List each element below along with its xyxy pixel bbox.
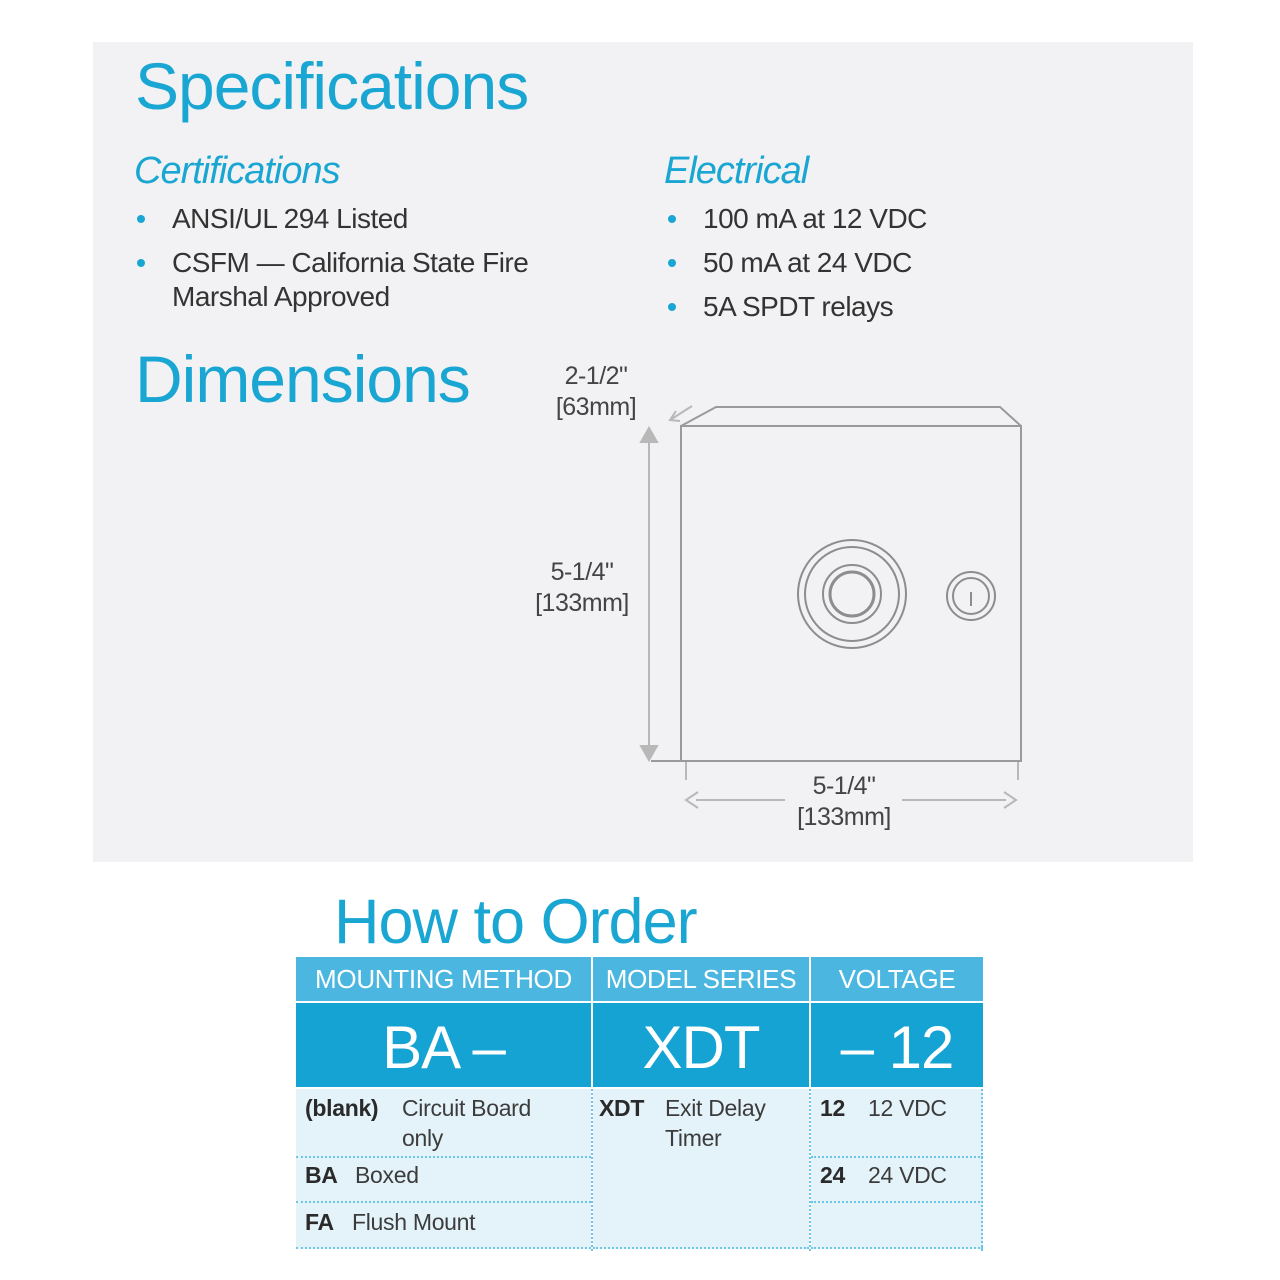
list-item: CSFM — California State Fire Marshal Approved [135,246,555,314]
row-divider [811,1156,983,1158]
voltage-options: 12 12 VDC 24 24 VDC [811,1089,983,1249]
row-divider [811,1201,983,1203]
push-button-icon [798,540,906,648]
device-top-face [681,407,1021,426]
column-divider [981,1089,983,1251]
depth-label: 2-1/2" [63mm] [555,362,637,421]
voltage-header: VOLTAGE [811,957,983,1001]
list-item: ANSI/UL 294 Listed [135,202,555,236]
width-label: 5-1/4" [133mm] [797,772,891,831]
mounting-method-code: BA – [296,1003,591,1087]
mounting-method-options: (blank) Circuit Board only BA Boxed FA Flush Mount [296,1089,591,1249]
list-item: 100 mA at 12 VDC [666,202,1026,236]
row-divider [811,1247,983,1249]
list-item: 5A SPDT relays [666,290,1026,324]
mounting-method-header: MOUNTING METHOD [296,957,591,1001]
model-series-column [593,957,809,1249]
electrical-heading: Electrical [664,150,809,192]
dimensions-title: Dimensions [135,342,470,416]
column-divider [809,1089,811,1251]
voltage-column [811,957,983,1249]
voltage-code: – 12 [811,1003,983,1087]
column-divider [591,1089,593,1251]
arrow-down-icon [641,746,657,760]
row-divider [593,1247,809,1249]
specifications-title: Specifications [135,49,529,123]
list-item: 50 mA at 24 VDC [666,246,1026,280]
arrow-up-icon [641,428,657,442]
row-divider [296,1201,591,1203]
model-series-options: XDT Exit Delay Timer [593,1089,809,1249]
row-divider [296,1156,591,1158]
row-divider [296,1247,591,1249]
certifications-heading: Certifications [134,150,340,192]
height-label: 5-1/4" [133mm] [535,558,629,617]
model-series-header: MODEL SERIES [593,957,809,1001]
how-to-order-title: How to Order [334,887,697,957]
key-lock-icon [947,572,995,620]
depth-dimension-line [670,406,692,420]
model-series-code: XDT [593,1003,809,1087]
mounting-method-column [296,957,591,1249]
